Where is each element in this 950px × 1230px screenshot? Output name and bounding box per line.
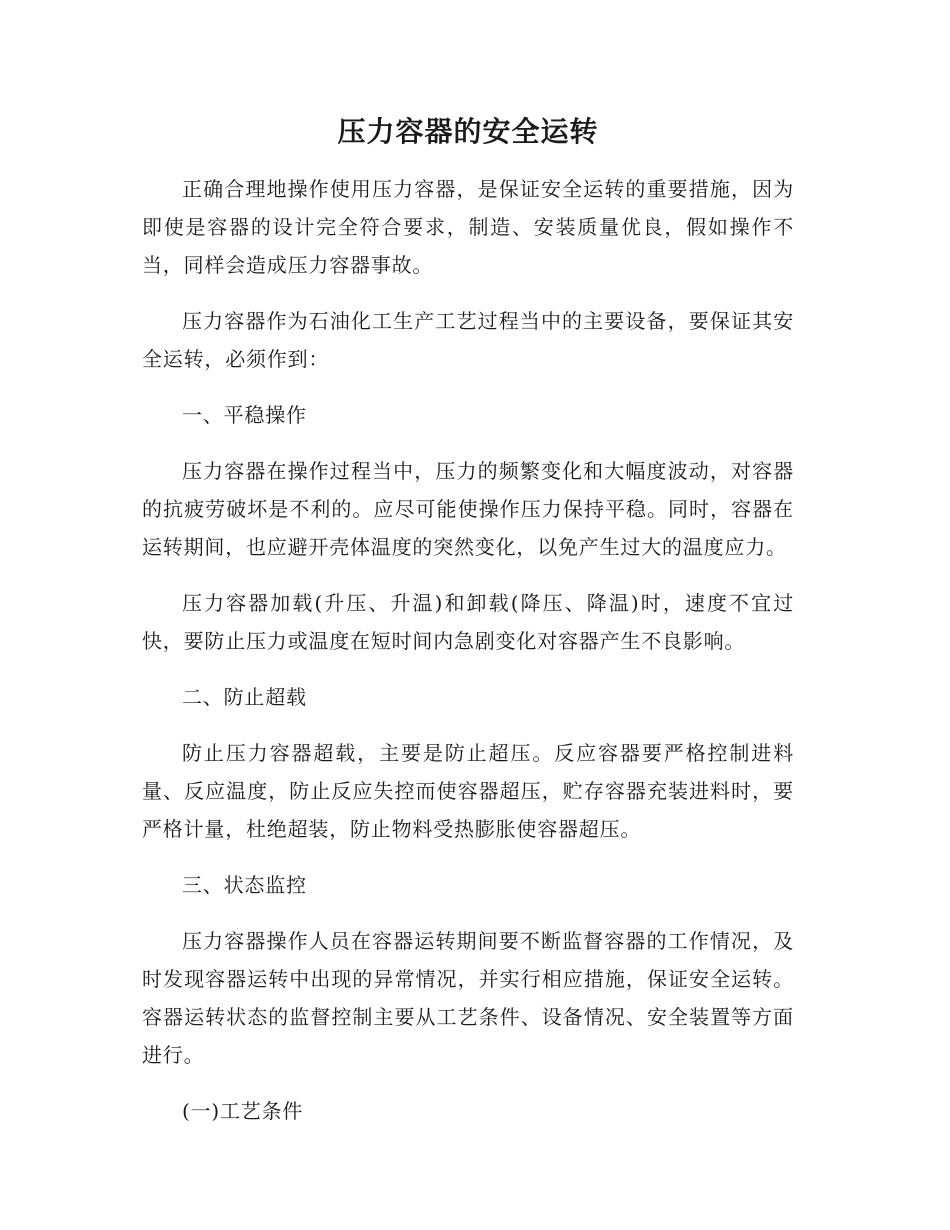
paragraph-prevent-overpressure: 防止压力容器超载，主要是防止超压。反应容器要严格控制进料量、反应温度，防止反应失控而使容器超压，贮存容器充装进料时，要严格计量，杜绝超装，防止物料受热膨胀使容器超压。: [142, 741, 794, 841]
subsection-heading-process-conditions: (一)工艺条件: [182, 1099, 304, 1123]
paragraph-intro: 正确合理地操作使用压力容器，是保证安全运转的重要措施，因为即使是容器的设计完全符合要求，制造、安装质量优良，假如操作不当，同样会造成压力容器事故。: [142, 177, 794, 277]
section-heading-prevent-overload: 二、防止超载: [182, 685, 307, 709]
paragraph-loading-unloading: 压力容器加载(升压、升温)和卸载(降压、降温)时，速度不宜过快，要防止压力或温度在短时间内急剧变化对容器产生不良影响。: [142, 591, 794, 653]
paragraph-monitoring: 压力容器操作人员在容器运转期间要不断监督容器的工作情况，及时发现容器运转中出现的异常情况，并实行相应措施，保证安全运转。容器运转状态的监督控制主要从工艺条件、设备情况、安全装置等方面进行。: [142, 929, 794, 1067]
document-title: 压力容器的安全运转: [337, 115, 599, 148]
paragraph-pressure-fluctuation: 压力容器在操作过程当中，压力的频繁变化和大幅度波动，对容器的抗疲劳破坏是不利的。应尽可能使操作压力保持平稳。同时，容器在运转期间，也应避开壳体温度的突然变化，以免产生过大的温度应力。: [142, 459, 794, 559]
paragraph-requirements: 压力容器作为石油化工生产工艺过程当中的主要设备，要保证其安全运转，必须作到：: [142, 309, 794, 371]
section-heading-stable-operation: 一、平稳操作: [182, 403, 307, 427]
document-page: [142, 108, 794, 1148]
section-heading-status-monitoring: 三、状态监控: [182, 873, 307, 897]
